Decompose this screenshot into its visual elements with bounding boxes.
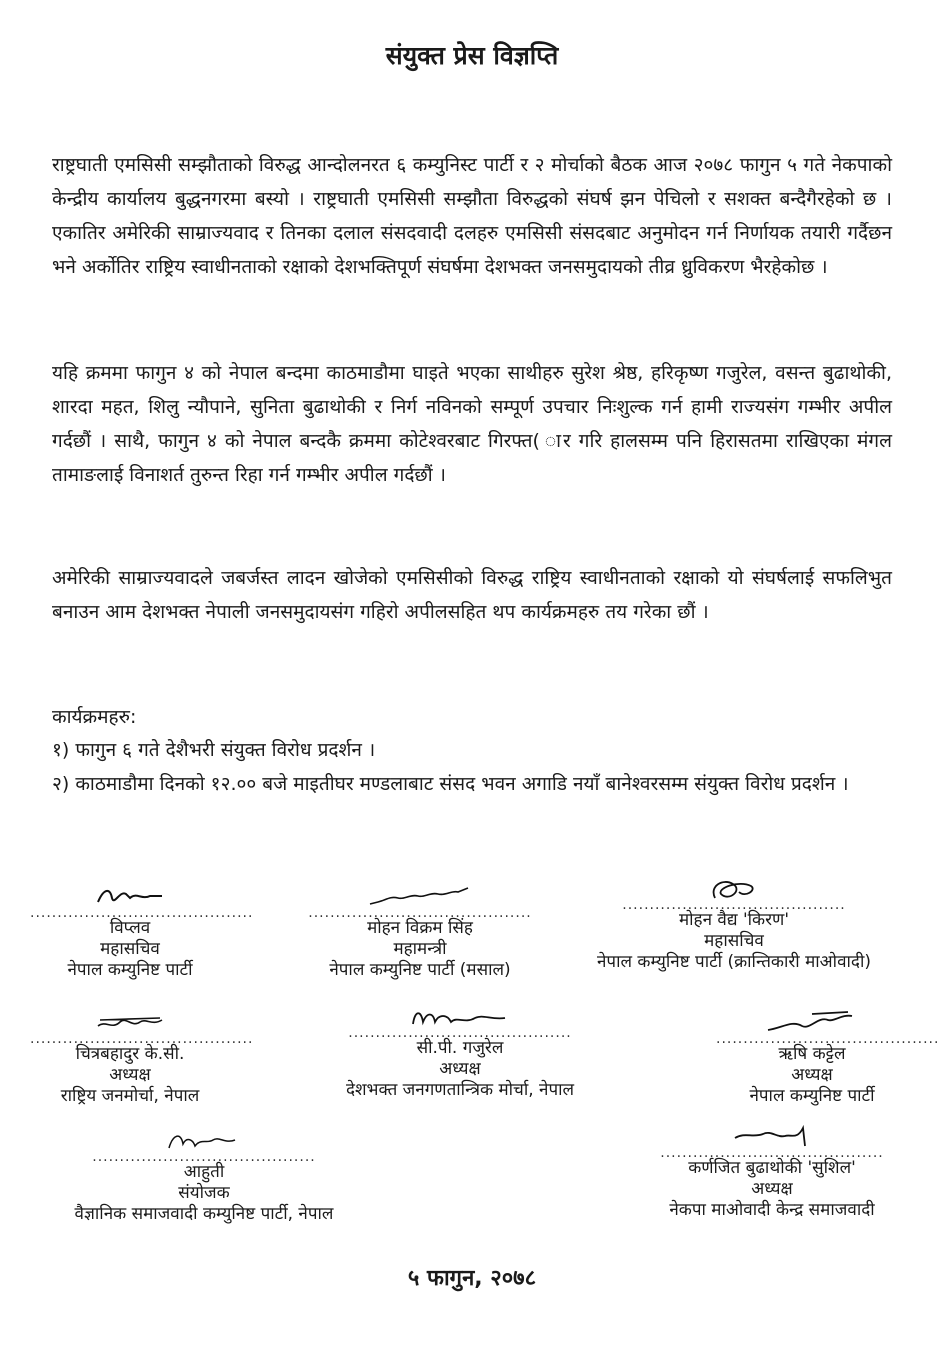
signatory-name: चित्रबहादुर के.सी. bbox=[75, 1044, 185, 1064]
paragraph-struggle: अमेरिकी साम्राज्यवादले जबर्जस्त लादन खोजेको एमसिसीको विरुद्ध राष्ट्रिय स्वाधीनताको रक्षाको यो संघर्षलाई सफलिभुत बनाउन आम देशभक्त नेपाली जनसमुदायसंग गहिरो अपीलसहित थप कार्यक्रमहरु तय गरेका छौं । bbox=[52, 567, 892, 623]
signatory-org: देशभक्त जनगणतान्त्रिक मोर्चा, नेपाल bbox=[345, 1080, 575, 1100]
signatory-role: अध्यक्ष bbox=[439, 1059, 481, 1079]
handwritten-signature bbox=[30, 1010, 230, 1034]
signatory-role: अध्यक्ष bbox=[109, 1065, 151, 1085]
signatory-role: अध्यक्ष bbox=[791, 1065, 833, 1085]
paragraph-appeal: यहि क्रममा फागुन ४ को नेपाल बन्दमा काठमाडौमा घाइते भएका साथीहरु सुरेश श्रेष्ठ, हरिकृष्ण गजुरेल, वसन्त बुढाथोकी, शारदा महत, शिलु न्यौपाने, सुनिता बुढाथोकी र निर्ग नविनको सम्पूर्ण उपचार निःशुल्क गर्न हामी राज्यसंग गम्भीर अपील गर्दछौं । साथै, फागुन ४ को नेपाल बन्दकै क्रममा कोटेश्वरबाट गिरफ्त( ार गरि हालसम्म पनि हिरासतमा राखिएका मंगल तामाङलाई विनाशर्त तुरुन्त रिहा गर्न गम्भीर अपील गर्दछौं । bbox=[52, 362, 892, 486]
signatory-block bbox=[30, 884, 254, 981]
signatory-name: मोहन विक्रम सिंह bbox=[367, 918, 473, 938]
paragraph-meeting: राष्ट्रघाती एमसिसी सम्झौताको विरुद्ध आन्दोलनरत ६ कम्युनिस्ट पार्टी र २ मोर्चाको बैठक आज २०७८ फागुन ५ गते नेकपाको केन्द्रीय कार्यालय बुद्धनगरमा बस्यो । राष्ट्रघाती एमसिसी सम्झौता विरुद्धको संघर्ष झन पेचिलो र सशक्त बन्दैगैरहेको छ । एकातिर अमेरिकी साम्राज्यवाद र तिनका दलाल संसदवादी दलहरु एमसिसी संसदबाट अनुमोदन गर्न निर्णायक तयारी गर्दैछन भने अर्कोतिर राष्ट्रिय स्वाधीनताको रक्षाको देशभक्तिपूर्ण संघर्षमा देशभक्त जनसमुदायको तीव्र ध्रुविकरण भैरहेकोछ । bbox=[52, 154, 892, 278]
signatory-block bbox=[636, 1128, 908, 1221]
signatory-block bbox=[30, 1010, 254, 1107]
document-date: ५ फागुन, २०७८ bbox=[407, 1266, 537, 1291]
signature-line: ......................................... bbox=[92, 1149, 316, 1165]
signatory-name: कर्णजित बुढाथोकी 'सुशिल' bbox=[688, 1158, 856, 1178]
signatory-org: नेपाल कम्युनिष्ट पार्टी (क्रान्तिकारी माओवादी) bbox=[597, 952, 871, 972]
handwritten-signature bbox=[30, 884, 230, 908]
handwritten-signature bbox=[560, 876, 908, 900]
signatory-block bbox=[716, 1010, 940, 1107]
signatory-block bbox=[560, 884, 908, 973]
handwritten-signature bbox=[300, 1004, 620, 1028]
signatory-block bbox=[290, 884, 550, 981]
handwritten-signature bbox=[716, 1010, 908, 1034]
signature-line: ......................................... bbox=[30, 905, 254, 921]
signatory-org: नेपाल कम्युनिष्ट पार्टी bbox=[749, 1086, 875, 1106]
signatory-role: महामन्त्री bbox=[393, 939, 447, 959]
signatory-role: संयोजक bbox=[178, 1183, 230, 1203]
handwritten-signature bbox=[636, 1124, 908, 1148]
signatory-name: मोहन वैद्य 'किरण' bbox=[678, 910, 790, 930]
signatory-name: ऋषि कट्टेल bbox=[778, 1044, 846, 1064]
signatory-org: नेकपा माओवादी केन्द्र समाजवादी bbox=[669, 1200, 875, 1220]
signature-line: ......................................... bbox=[30, 1031, 254, 1047]
handwritten-signature bbox=[30, 1128, 378, 1152]
document-title: संयुक्त प्रेस विज्ञप्ति bbox=[385, 41, 559, 70]
program-item: १) फागुन ६ गते देशैभरी संयुक्त विरोध प्रदर्शन । bbox=[52, 739, 376, 761]
signature-line: ......................................... bbox=[622, 897, 846, 913]
signature-line: ......................................... bbox=[716, 1031, 940, 1047]
signature-line: ......................................... bbox=[308, 905, 532, 921]
program-item: २) काठमाडौमा दिनको १२.०० बजे माइतीघर मण्डलाबाट संसद भवन अगाडि नयाँ बानेश्वरसम्म संयुक्त विरोध प्रदर्शन । bbox=[52, 773, 849, 795]
signatory-name: विप्लव bbox=[109, 918, 151, 938]
signatory-name: आहुती bbox=[183, 1162, 225, 1182]
signatory-org: नेपाल कम्युनिष्ट पार्टी (मसाल) bbox=[329, 960, 511, 980]
signatory-block bbox=[300, 1010, 620, 1101]
signatory-role: महासचिव bbox=[704, 931, 764, 951]
signatory-role: अध्यक्ष bbox=[751, 1179, 793, 1199]
signatory-role: महासचिव bbox=[100, 939, 160, 959]
signatory-org: वैज्ञानिक समाजवादी कम्युनिष्ट पार्टी, नेपाल bbox=[74, 1204, 334, 1224]
signatory-block bbox=[30, 1128, 378, 1225]
signatory-name: सी.पी. गजुरेल bbox=[416, 1038, 504, 1058]
handwritten-signature bbox=[290, 884, 550, 908]
programs-heading: कार्यक्रमहरु: bbox=[52, 706, 137, 728]
signatory-org: नेपाल कम्युनिष्ट पार्टी bbox=[67, 960, 193, 980]
signature-line: ......................................... bbox=[348, 1025, 572, 1041]
signature-line: ......................................... bbox=[660, 1145, 884, 1161]
signatory-org: राष्ट्रिय जनमोर्चा, नेपाल bbox=[60, 1086, 200, 1106]
